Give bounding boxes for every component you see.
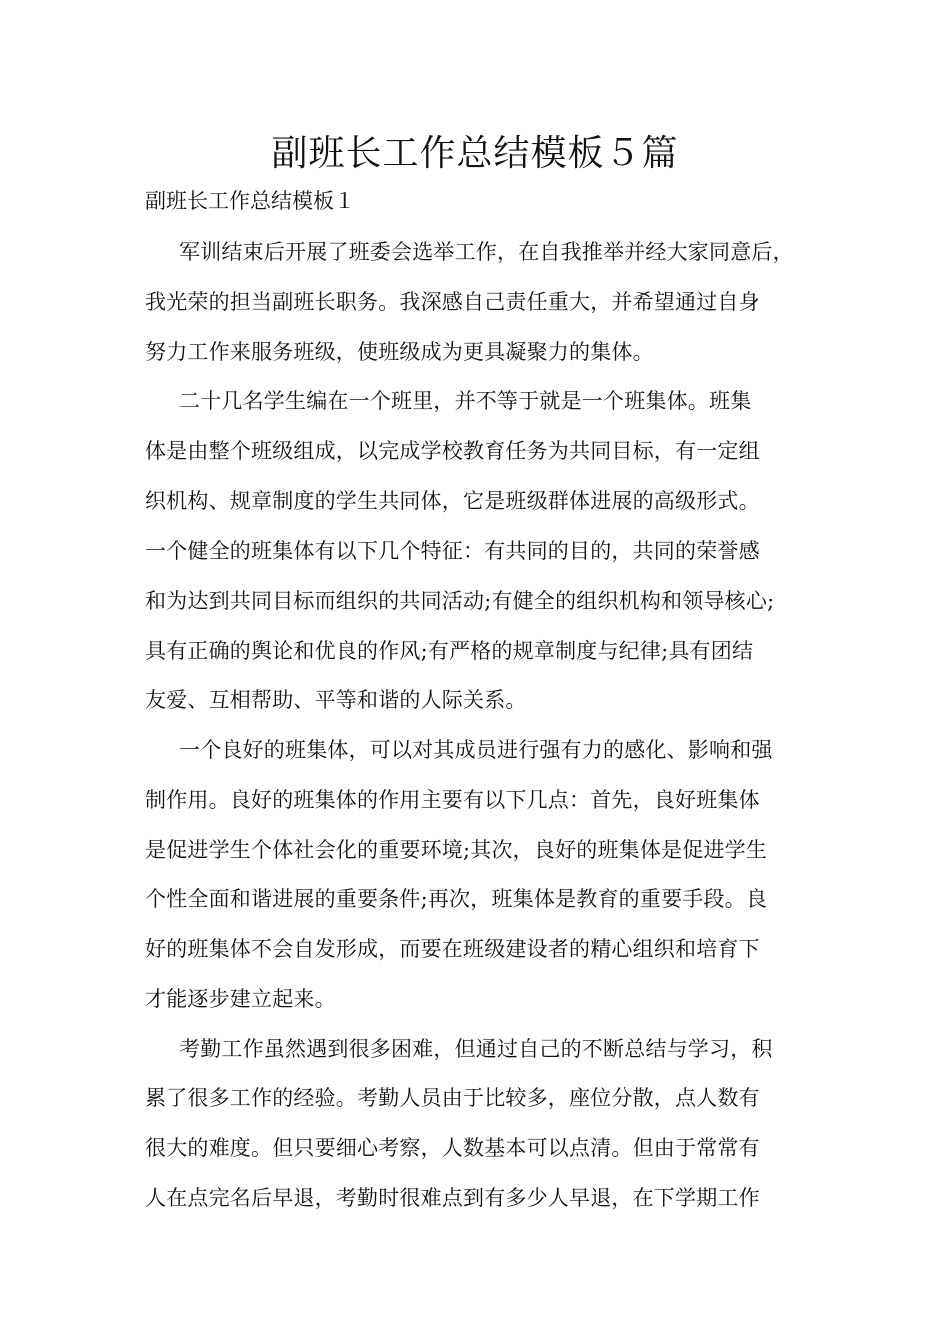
paragraph-line: 二十几名学生编在一个班里，并不等于就是一个班集体。班集 bbox=[179, 389, 752, 413]
paragraph-line: 个性全面和谐进展的重要条件;再次，班集体是教育的重要手段。良 bbox=[145, 887, 768, 911]
paragraph-line: 一个健全的班集体有以下几个特征：有共同的目的，共同的荣誉感 bbox=[145, 539, 760, 563]
paragraph-line: 累了很多工作的经验。考勤人员由于比较多，座位分散，点人数有 bbox=[145, 1086, 760, 1110]
paragraph-line: 是促进学生个体社会化的重要环境;其次，良好的班集体是促进学生 bbox=[145, 838, 768, 862]
paragraph-line: 军训结束后开展了班委会选举工作，在自我推举并经大家同意后， bbox=[179, 240, 794, 264]
section-heading: 副班长工作总结模板１ bbox=[145, 189, 355, 213]
paragraph-line: 和为达到共同目标而组织的共同活动;有健全的组织机构和领导核心; bbox=[145, 589, 775, 613]
paragraph-line: 制作用。良好的班集体的作用主要有以下几点：首先，良好班集体 bbox=[145, 788, 760, 812]
paragraph-line: 一个良好的班集体，可以对其成员进行强有力的感化、影响和强 bbox=[179, 738, 773, 762]
paragraph-line: 友爱、互相帮助、平等和谐的人际关系。 bbox=[145, 688, 527, 712]
paragraph-line: 才能逐步建立起来。 bbox=[145, 987, 336, 1011]
paragraph-line: 织机构、规章制度的学生共同体，它是班级群体进展的高级形式。 bbox=[145, 489, 760, 513]
paragraph-line: 努力工作来服务班级，使班级成为更具凝聚力的集体。 bbox=[145, 340, 654, 364]
paragraph-line: 好的班集体不会自发形成，而要在班级建设者的精心组织和培育下 bbox=[145, 937, 760, 961]
paragraph-line: 很大的难度。但只要细心考察，人数基本可以点清。但由于常常有 bbox=[145, 1136, 760, 1160]
paragraph-line: 具有正确的舆论和优良的作风;有严格的规章制度与纪律;具有团结 bbox=[145, 639, 754, 663]
paragraph-line: 考勤工作虽然遇到很多困难，但通过自己的不断总结与学习，积 bbox=[179, 1037, 773, 1061]
paragraph-line: 体是由整个班级组成，以完成学校教育任务为共同目标，有一定组 bbox=[145, 439, 760, 463]
paragraph-line: 我光荣的担当副班长职务。我深感自己责任重大，并希望通过自身 bbox=[145, 290, 760, 314]
document-title: 副班长工作总结模板５篇 bbox=[271, 133, 679, 174]
paragraph-line: 人在点完名后早退，考勤时很难点到有多少人早退，在下学期工作 bbox=[145, 1186, 760, 1210]
